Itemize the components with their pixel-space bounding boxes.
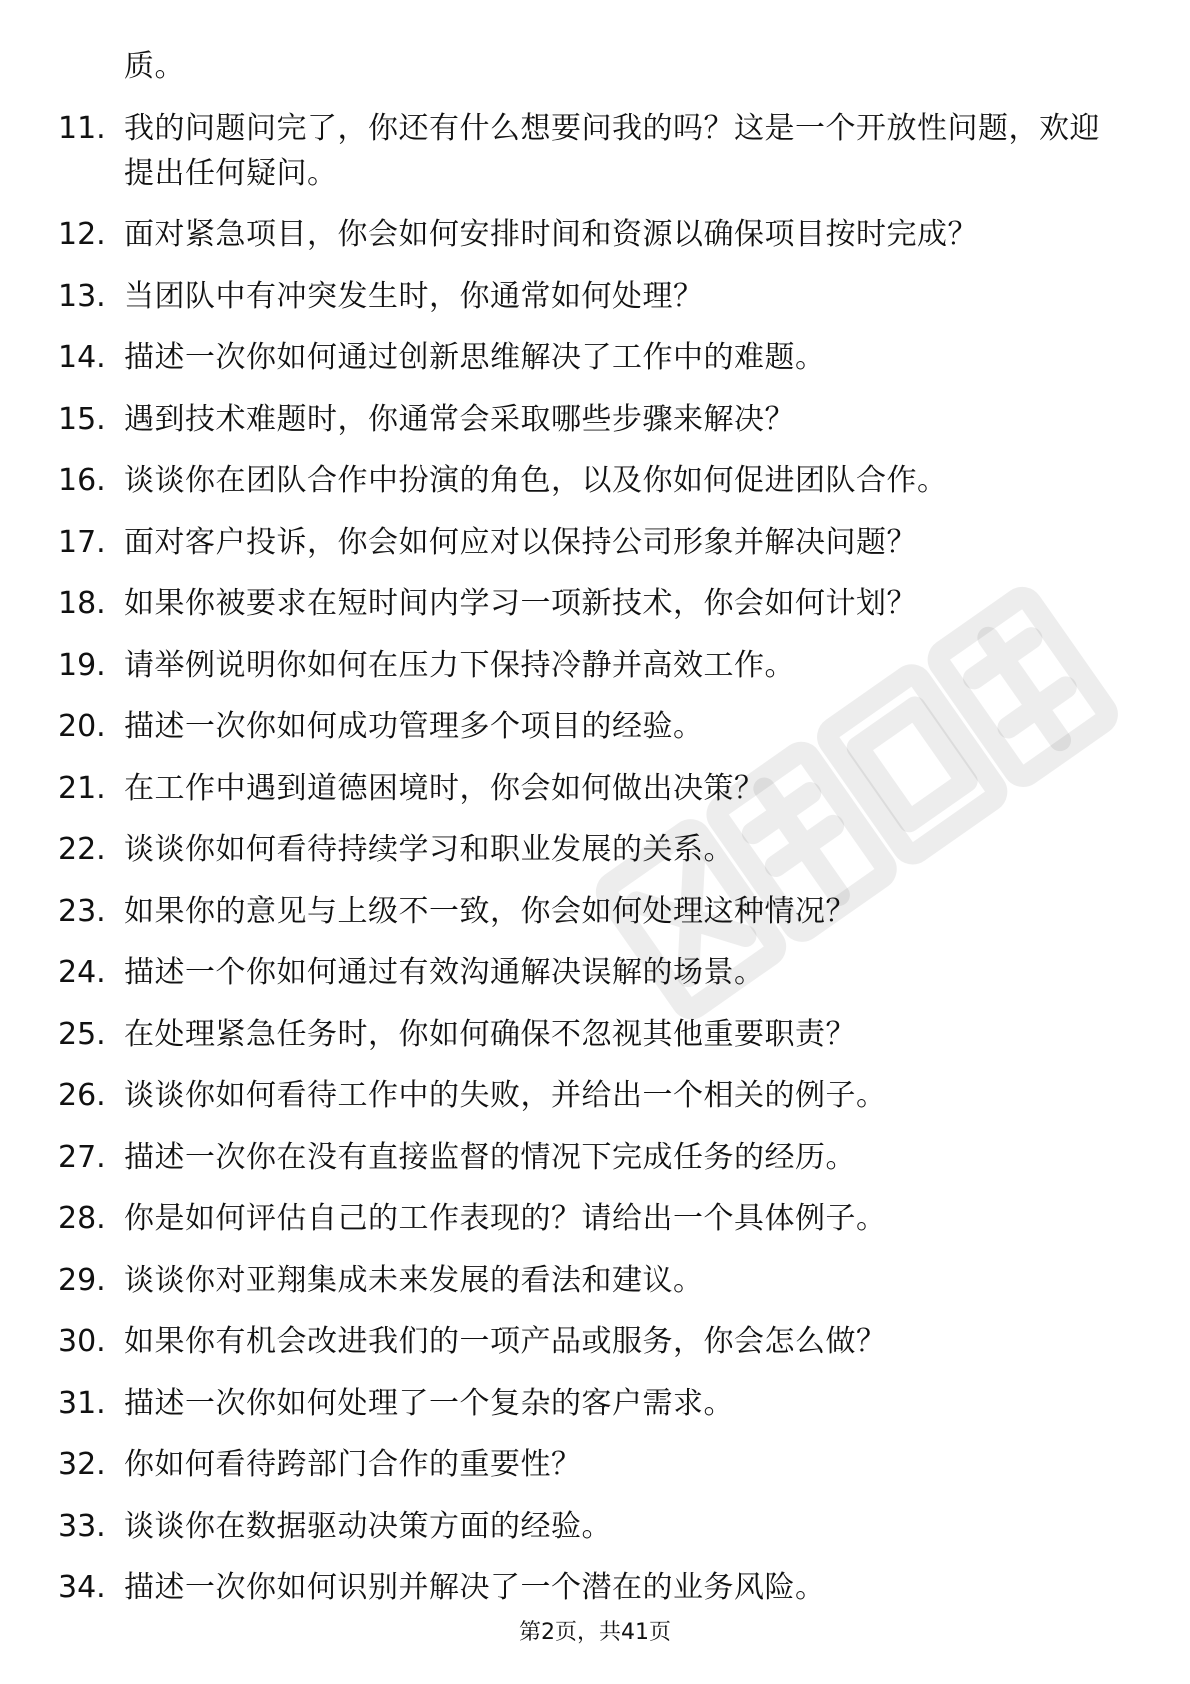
list-item xyxy=(0,1442,1190,1487)
list-item xyxy=(0,1565,1190,1610)
list-item xyxy=(0,1258,1190,1303)
item-number: 28. xyxy=(58,1201,106,1236)
item-text: 描述一次你如何成功管理多个项目的经验。 xyxy=(124,709,704,744)
item-number: 19. xyxy=(58,647,106,683)
item-text: 描述一次你如何处理了一个复杂的客户需求。 xyxy=(124,1385,734,1421)
item-number: 21. xyxy=(58,770,106,806)
item-number: 17. xyxy=(58,524,106,560)
list-item xyxy=(0,1135,1190,1180)
item-number: 16. xyxy=(58,463,106,498)
item-number: 34. xyxy=(58,1570,106,1605)
list-item xyxy=(0,1196,1190,1241)
item-text: 谈谈你对亚翔集成未来发展的看法和建议。 xyxy=(124,1262,704,1298)
item-text: 如果你有机会改进我们的一项产品或服务，你会怎么做？ xyxy=(124,1324,887,1359)
item-text: 描述一个你如何通过有效沟通解决误解的场景。 xyxy=(124,955,765,990)
list-item-continuation xyxy=(0,44,1190,89)
item-text: 描述一次你如何识别并解决了一个潜在的业务风险。 xyxy=(124,1570,826,1605)
item-text: 请举例说明你如何在压力下保持冷静并高效工作。 xyxy=(124,647,795,683)
item-number: 29. xyxy=(58,1262,106,1298)
item-number: 18. xyxy=(58,586,106,621)
list-item xyxy=(0,335,1190,380)
list-item xyxy=(0,274,1190,319)
item-text: 面对紧急项目，你会如何安排时间和资源以确保项目按时完成？ xyxy=(124,217,978,252)
list-item xyxy=(0,1012,1190,1057)
page-footer: 第2页，共41页 xyxy=(519,1620,671,1645)
item-number: 32. xyxy=(58,1447,106,1482)
list-item xyxy=(0,1381,1190,1426)
list-item xyxy=(0,458,1190,503)
item-text: 在工作中遇到道德困境时，你会如何做出决策？ xyxy=(124,770,765,806)
item-number: 13. xyxy=(58,278,106,314)
item-number: 20. xyxy=(58,709,106,744)
list-item xyxy=(0,1073,1190,1118)
item-text: 谈谈你在数据驱动决策方面的经验。 xyxy=(124,1508,612,1544)
item-number: 11. xyxy=(58,110,106,146)
list-item xyxy=(0,889,1190,934)
item-text: 当团队中有冲突发生时，你通常如何处理？ xyxy=(124,278,704,314)
item-text: 谈谈你如何看待持续学习和职业发展的关系。 xyxy=(124,832,734,867)
item-number: 25. xyxy=(58,1016,106,1052)
item-text: 如果你的意见与上级不一致，你会如何处理这种情况？ xyxy=(124,893,856,929)
item-number: 12. xyxy=(58,217,106,252)
item-number: 15. xyxy=(58,401,106,437)
item-number: 23. xyxy=(58,893,106,929)
item-text: 你如何看待跨部门合作的重要性？ xyxy=(124,1447,582,1482)
item-text: 遇到技术难题时，你通常会采取哪些步骤来解决？ xyxy=(124,401,795,437)
list-item xyxy=(0,1504,1190,1549)
item-text: 如果你被要求在短时间内学习一项新技术，你会如何计划？ xyxy=(124,586,917,621)
list-item xyxy=(0,212,1190,257)
item-number: 24. xyxy=(58,955,106,990)
list-item xyxy=(0,766,1190,811)
list-item xyxy=(0,643,1190,688)
item-number: 22. xyxy=(58,832,106,867)
item-text: 谈谈你如何看待工作中的失败，并给出一个相关的例子。 xyxy=(124,1078,887,1113)
list-item xyxy=(0,106,1190,196)
list-item xyxy=(0,397,1190,442)
item-number: 26. xyxy=(58,1078,106,1113)
item-number: 31. xyxy=(58,1385,106,1421)
list-item xyxy=(0,581,1190,626)
item-number: 30. xyxy=(58,1324,106,1359)
list-item xyxy=(0,1319,1190,1364)
item-number: 33. xyxy=(58,1508,106,1544)
item-text: 面对客户投诉，你会如何应对以保持公司形象并解决问题？ xyxy=(124,524,917,560)
item-text: 描述一次你在没有直接监督的情况下完成任务的经历。 xyxy=(124,1139,856,1175)
list-item xyxy=(0,950,1190,995)
item-number: 27. xyxy=(58,1139,106,1175)
list-item xyxy=(0,827,1190,872)
item-text: 我的问题问完了，你还有什么想要问我的吗？这是一个开放性问题，欢迎提出任何疑问。 xyxy=(124,110,1100,191)
item-text: 描述一次你如何通过创新思维解决了工作中的难题。 xyxy=(124,340,826,375)
list-item xyxy=(0,520,1190,565)
list-item xyxy=(0,704,1190,749)
question-list xyxy=(0,44,1190,1627)
item-number: 14. xyxy=(58,340,106,375)
item-text: 在处理紧急任务时，你如何确保不忽视其他重要职责？ xyxy=(124,1016,856,1052)
item-text: 你是如何评估自己的工作表现的？请给出一个具体例子。 xyxy=(124,1201,887,1236)
continuation-text: 质。 xyxy=(124,49,185,84)
item-text: 谈谈你在团队合作中扮演的角色，以及你如何促进团队合作。 xyxy=(124,463,948,498)
